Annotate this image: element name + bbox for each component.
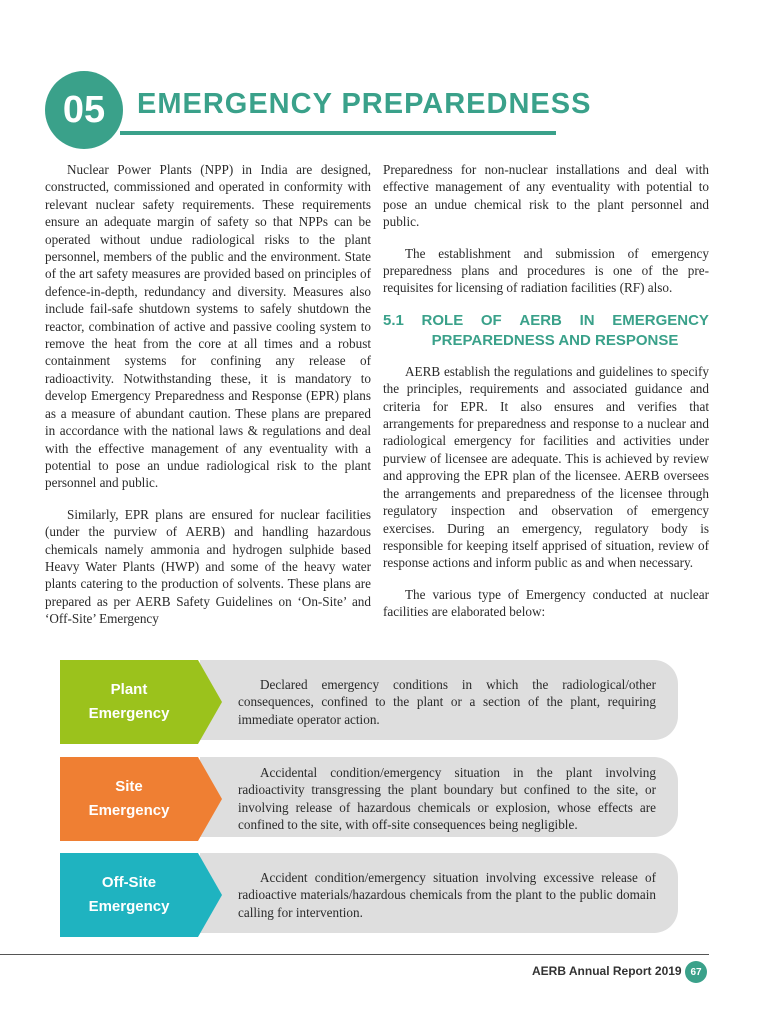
section-heading [383,311,709,351]
section-word: EMERGENCY [612,311,709,329]
emergency-label: Site Emergency [60,757,198,841]
arrow-shape [198,757,222,841]
right-column [383,161,709,635]
left-column [45,161,371,642]
chapter-number: 05 [62,88,106,131]
paragraph: Similarly, EPR plans are ensured for nuclear facilities (under the purview of AERB) and handling hazardous chemicals namely ammonia and hydrogen sulphide based Heavy Water Plants (HWP) and some of the heavy water plants catering to the production of solvents. These plans are prepared as per AERB Safety Guidelines on ‘On-Site’ and ‘Off-Site’ Emergency [45,506,371,627]
section-word: ROLE [421,311,464,329]
section-word: OF [480,311,502,329]
title-underline [120,131,556,135]
section-number: 5.1 [383,311,404,329]
paragraph: AERB establish the regulations and guidelines to specify the principles, requirements and associated guidance and criteria for EPR. It also ensures and verifies that arrangements for preparedness and response to a nuclear and radiological emergency for facilities and activities under purview of licensee are adequate. This is achieved by review and approving the EPR plan of the licensee. AERB oversees the arrangements and preparedness of the licensee through regulatory inspection and observation of emergency exercises. During an emergency, regulatory body is responsible for keeping itself apprised of situation, review of response actions and inform public as and when necessary. [383,363,709,571]
footer-divider [0,954,709,955]
chapter-title: EMERGENCY PREPAREDNESS [137,88,592,120]
footer-report-title: AERB Annual Report 2019 [532,964,682,978]
emergency-description: Accident condition/emergency situation involving excessive release of radioactive materials/hazardous chemicals from the plant to the public domain calling for intervention. [200,853,678,933]
emergency-description: Accidental condition/emergency situation in the plant involving radioactivity transgressing the plant boundary but confined to the site, or involving release of hazardous chemicals or explosion, whose effects are confined to the site, with off-site consequences being negligible. [200,757,678,837]
arrow-shape [198,853,222,937]
emergency-label: Plant Emergency [60,660,198,744]
paragraph: The establishment and submission of emergency preparedness plans and procedures is one of the pre-requisites for licensing of radiation facilities (RF) also. [383,245,709,296]
paragraph-continuation: Preparedness for non-nuclear installations and deal with effective management of any eventuality with potential to pose an undue chemical risk to the plant personnel and public. [383,162,709,230]
section-word: AERB [519,311,562,329]
emergency-description: Declared emergency conditions in which the radiological/other consequences, confined to the plant or a section of the plant, requiring immediate operator action. [200,660,678,740]
section-title-line2: PREPAREDNESS AND RESPONSE [431,331,679,349]
arrow-shape [198,660,222,744]
section-word: IN [579,311,595,329]
emergency-label: Off-Site Emergency [60,853,198,937]
paragraph: The various type of Emergency conducted at nuclear facilities are elaborated below: [383,586,709,620]
chapter-number-badge [45,71,123,149]
page-number: 67 [685,961,707,983]
paragraph: Nuclear Power Plants (NPP) in India are designed, constructed, commissioned and operated in conformity with relevant nuclear safety requirements. These requirements ensure an adequate margin of safety so that NPPs can be operated without undue radiological risks to the plant personnel, members of the public and the environment. State of the art safety measures are provided based on principles of defence-in-depth, redundancy and diversity. Measures also include fail-safe shutdown systems to safely shutdown the reactor, combination of active and passive cooling system to remove the heat from the core at all times and a robust containment systems for confining any release of radioactivity. Notwithstanding these, it is mandatory to develop Emergency Preparedness and Response (EPR) plans as a measure of abundant caution. These plans are prepared in accordance with the national laws & regulations and deal with the effective management of any eventuality with a potential to pose an undue radiological risk to the plant personnel and public. [45,162,371,491]
